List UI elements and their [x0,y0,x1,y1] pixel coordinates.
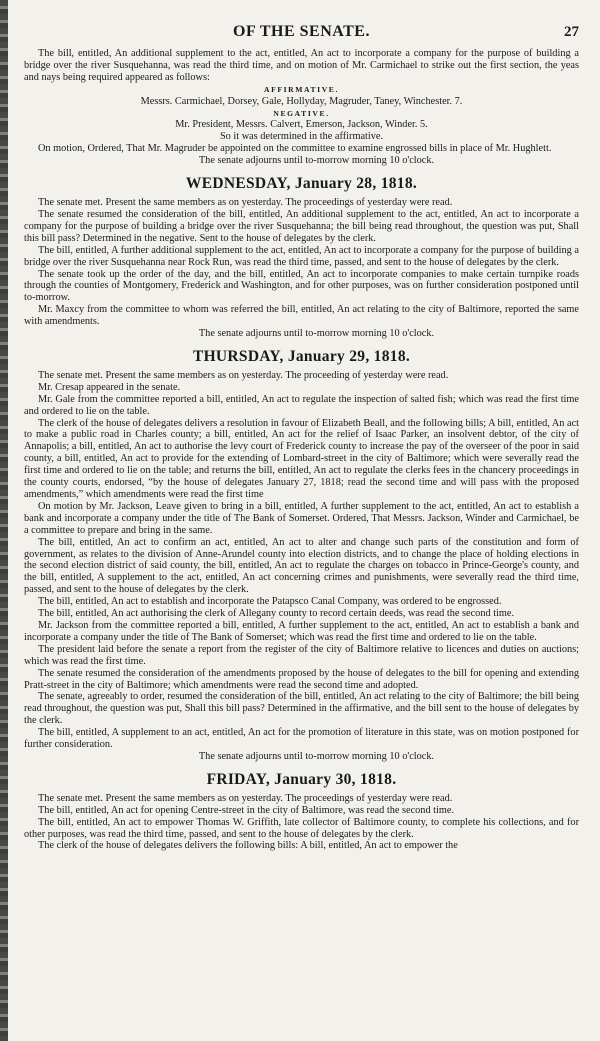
book-spine-edge [0,0,8,1041]
paragraph: The bill, entitled, An act to confirm an act, entitled, An act to alter and change such parts of the constitution and form of government, as relates to the division of Anne-Arundel county into election districts, and to change the place of holding elections in the second election district of said county, the bill, entitled, An act to regulate the charges on tobacco in Prince-George's county, and the bill, entitled, A supplement to the act, entitled, An act concerning crimes and punishments, were severally read the third time, passed, and sent to the house of delegates by the clerk. [24,536,579,596]
paragraph: Mr. Cresap appeared in the senate. [38,381,181,393]
section-thursday [24,348,579,763]
paragraph: The bill, entitled, An additional supplement to the act, entitled, An act to incorporate a company for the purpose of building a bridge over the river Susquehanna, was read the third time, and on motion of Mr. Carmichael to strike out the first section, the yeas and nays being required appeared as follows: [24,48,579,83]
page-title: OF THE SENATE. [233,23,370,40]
negative-votes: Mr. President, Messrs. Calvert, Emerson, Jackson, Winder. 5. [175,119,428,131]
vote-result: So it was determined in the affirmative. [219,131,384,143]
negative-label: NEGATIVE. [273,108,330,118]
paragraph: The clerk of the house of delegates delivers the following bills: A bill, entitled, An act to empower the [38,840,458,852]
adjournment-line: The senate adjourns until to-morrow morning 10 o'clock. [198,155,435,167]
paragraph: On motion, Ordered, That Mr. Magruder be appointed on the committee to examine engrossed bills in place of Mr. Hughlett. [38,143,552,155]
date-heading: WEDNESDAY, January 28, 1818. [185,175,418,193]
running-header [24,22,579,48]
paragraph: The senate took up the order of the day, and the bill, entitled, An act to incorporate companies to make certain turnpike roads through the counties of Montgomery, Frederick and Washington, and for other purposes, was on further consideration postponed until to-morrow. [24,268,579,304]
paragraph: The senate resumed the consideration of the amendments proposed by the house of delegates to the bill for opening and extending Pratt-street in the city of Baltimore; which amendments were read the second time and adopted. [24,667,579,691]
paragraph: Mr. Jackson from the committee reported a bill, entitled, A further supplement to the act, entitled, An act to establish a bank and incorporate a company under the title of The Bank of Somerset; which was read the first time and ordered to lie on the table. [24,619,579,643]
paragraph: The bill, entitled, An act to empower Thomas W. Griffith, late collector of Baltimore county, to complete his collections, and for other purposes, was read the third time, passed, and sent to the house of delegates by the clerk. [24,816,579,840]
paragraph: The senate resumed the consideration of the bill, entitled, An additional supplement to the act, entitled, An act to incorporate a company for the purpose of building a bridge over the river Susquehanna; the bill being read throughout, the question was put, Shall this bill pass? Determined in the negative. Sent to the house of delegates by the clerk. [24,208,579,244]
paragraph: The bill, entitled, An act to establish and incorporate the Patapsco Canal Company, was ordered to be engrossed. [38,596,502,608]
section-friday [24,771,579,853]
date-heading: THURSDAY, January 29, 1818. [192,347,411,365]
paragraph: The bill, entitled, A further additional supplement to the act, entitled, An act to incorporate a company for the purpose of building a bridge over the river Susquehanna near Rock Run, was read the third time, passed, and sent to the house of delegates by the clerk. [24,244,579,268]
paragraph: The president laid before the senate a report from the register of the city of Baltimore relative to licences and duties on auctions; which was read the first time. [24,643,579,667]
document-page [24,22,579,852]
paragraph: The clerk of the house of delegates delivers a resolution in favour of Elizabeth Beall, and the following bills; A bill, entitled, An act to make a public road in Charles county; a bill, entitled, An act for the relief of Isaac Parker, an insolvent debtor, of the city of Annapolis; a bill, entitled, An act to authorise the levy court of Frederick county to increase the pay of the overseer of the poor in said county, a bill, entitled, An act to provide for the extending of Lombard-street in the city of Baltimore; which were severally read the first time and ordered to lie on the table; and returns the bill, entitled, An act to regulate the clerks fees in the chancery proceedings in the county courts, endorsed, “by the house of delegates January 27, 1818; read the second time and will pass with the proposed amendments,” which amendments were read the first time [24,417,580,500]
paragraph: The bill, entitled, An act for opening Centre-street in the city of Baltimore, was read the second time. [38,804,455,816]
paragraph: Mr. Maxcy from the committee to whom was referred the bill, entitled, An act relating to the city of Baltimore, reported the same with amendments. [24,304,579,328]
adjournment-line: The senate adjourns until to-morrow morning 10 o'clock. [198,750,435,762]
affirmative-votes: Messrs. Carmichael, Dorsey, Gale, Hollyday, Magruder, Taney, Winchester. 7. [140,95,463,107]
date-heading: FRIDAY, January 30, 1818. [206,770,397,788]
affirmative-label: AFFIRMATIVE. [264,84,339,94]
paragraph: The bill, entitled, An act authorising the clerk of Allegany county to record certain deeds, was read the second time. [38,608,515,620]
paragraph: The senate met. Present the same members as on yesterday. The proceedings of yesterday were read. [38,197,453,209]
paragraph: On motion by Mr. Jackson, Leave given to bring in a bill, entitled, A further supplement to the act, entitled, An act to establish a bank and incorporate a company under the title of The Bank of Somerset. Ordered, That Messrs. Jackson, Winder and Carmichael, be a committee to prepare and bring in the same. [24,500,579,536]
section-tuesday-continued [24,48,579,167]
adjournment-line: The senate adjourns until to-morrow morning 10 o'clock. [198,328,435,340]
paragraph: The senate, agreeably to order, resumed the consideration of the bill, entitled, An act relating to the city of Baltimore; the bill being read throughout, the question was put, Shall this bill pass? Determined in the affirmative, and the bill sent to the house of delegates by the clerk. [24,691,579,727]
paragraph: Mr. Gale from the committee reported a bill, entitled, An act to regulate the inspection of salted fish; which was read the first time and ordered to lie on the table. [24,393,579,417]
paragraph: The senate met. Present the same members as on yesterday. The proceeding of yesterday were read. [38,369,449,381]
section-wednesday [24,175,579,340]
paragraph: The bill, entitled, A supplement to an act, entitled, An act for the promotion of literature in this state, was on motion postponed for further consideration. [24,727,579,751]
paragraph: The senate met. Present the same members as on yesterday. The proceedings of yesterday were read. [38,792,453,804]
page-number: 27 [564,24,579,40]
